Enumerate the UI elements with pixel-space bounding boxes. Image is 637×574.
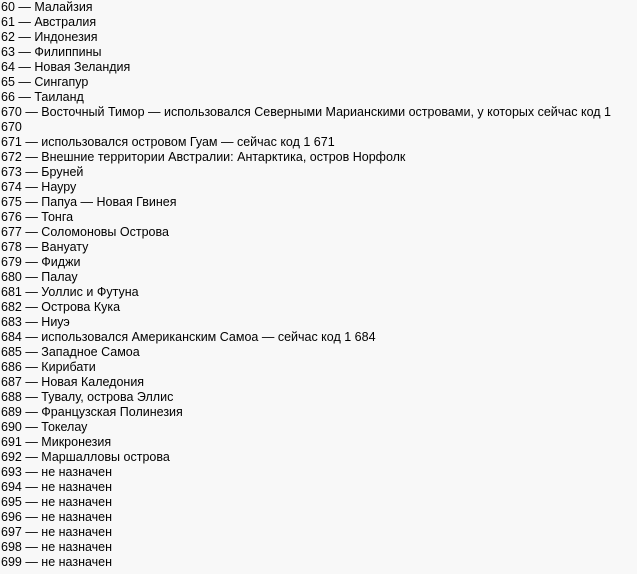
list-line-672: 672 — Внешние территории Австралии: Антарктика, остров Норфолк bbox=[1, 150, 406, 164]
list-line-685: 685 — Западное Самоа bbox=[1, 345, 140, 359]
list-line-681: 681 — Уоллис и Футуна bbox=[1, 285, 139, 299]
list-line-677: 677 — Соломоновы Острова bbox=[1, 225, 169, 239]
list-line-60: 60 — Малайзия bbox=[1, 0, 93, 14]
list-line-675: 675 — Папуа — Новая Гвинея bbox=[1, 195, 177, 209]
list-line-682: 682 — Острова Кука bbox=[1, 300, 121, 314]
list-line-66: 66 — Таиланд bbox=[1, 90, 84, 104]
list-line-684: 684 — использовался Американским Самоа — сейчас код 1 684 bbox=[1, 330, 376, 344]
list-line-673: 673 — Бруней bbox=[1, 165, 84, 179]
list-line-694: 694 — не назначен bbox=[1, 480, 113, 494]
list-line-670: 670 — Восточный Тимор — использовался Северными Марианскими островами, у которых сейчас код 1 670 bbox=[1, 105, 611, 134]
list-line-64: 64 — Новая Зеландия bbox=[1, 60, 131, 74]
list-line-62: 62 — Индонезия bbox=[1, 30, 98, 44]
list-line-698: 698 — не назначен bbox=[1, 540, 113, 554]
list-line-683: 683 — Ниуэ bbox=[1, 315, 70, 329]
list-line-678: 678 — Вануату bbox=[1, 240, 89, 254]
list-line-688: 688 — Тувалу, острова Эллис bbox=[1, 390, 174, 404]
list-line-671: 671 — использовался островом Гуам — сейчас код 1 671 bbox=[1, 135, 335, 149]
list-line-680: 680 — Палау bbox=[1, 270, 78, 284]
list-line-690: 690 — Токелау bbox=[1, 420, 88, 434]
list-line-692: 692 — Маршалловы острова bbox=[1, 450, 170, 464]
list-line-693: 693 — не назначен bbox=[1, 465, 113, 479]
list-line-691: 691 — Микронезия bbox=[1, 435, 112, 449]
list-line-686: 686 — Кирибати bbox=[1, 360, 96, 374]
list-line-696: 696 — не назначен bbox=[1, 510, 113, 524]
list-line-674: 674 — Науру bbox=[1, 180, 77, 194]
list-line-687: 687 — Новая Каледония bbox=[1, 375, 145, 389]
list-line-695: 695 — не назначен bbox=[1, 495, 113, 509]
list-line-63: 63 — Филиппины bbox=[1, 45, 102, 59]
list-line-699: 699 — не назначен bbox=[1, 555, 113, 569]
list-line-61: 61 — Австралия bbox=[1, 15, 97, 29]
list-line-697: 697 — не назначен bbox=[1, 525, 113, 539]
list-line-676: 676 — Тонга bbox=[1, 210, 74, 224]
list-line-679: 679 — Фиджи bbox=[1, 255, 81, 269]
list-line-689: 689 — Французская Полинезия bbox=[1, 405, 183, 419]
list-line-65: 65 — Сингапур bbox=[1, 75, 89, 89]
